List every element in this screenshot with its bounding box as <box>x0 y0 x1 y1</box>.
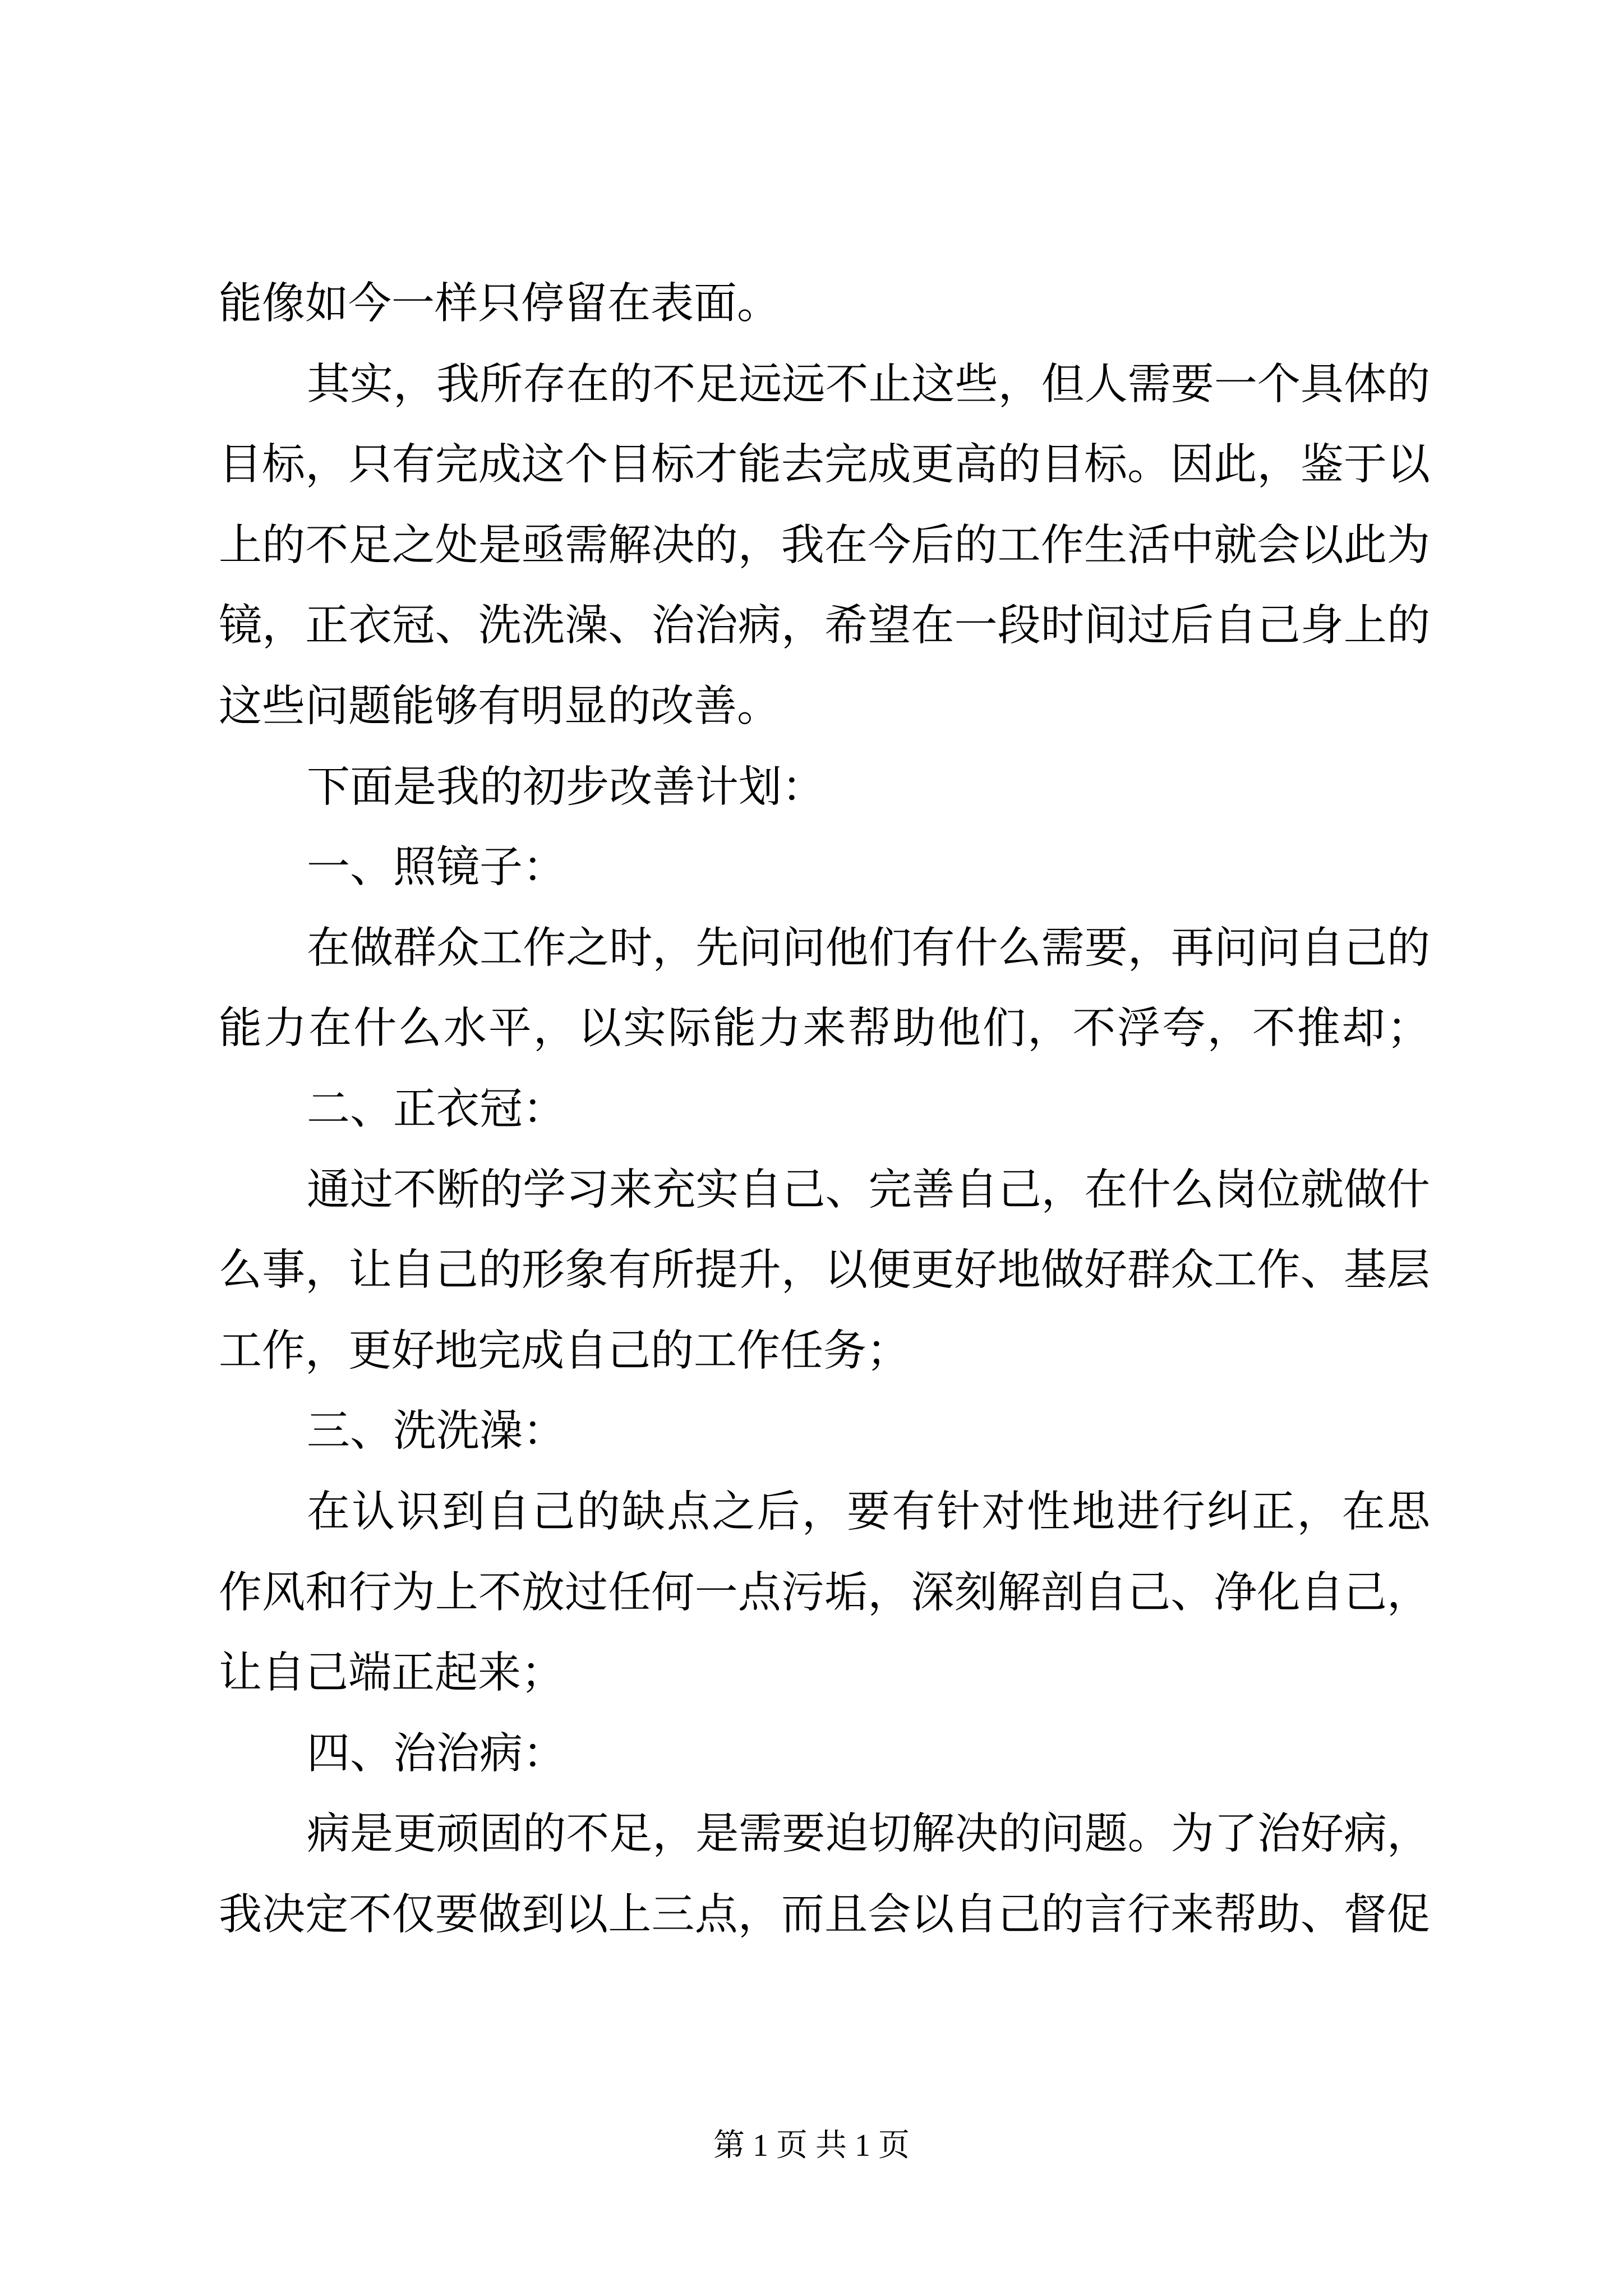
text-line: 在做群众工作之时，先问问他们有什么需要，再问问自己的 <box>307 923 1430 973</box>
section-heading: 四、治治病： <box>307 1728 566 1779</box>
text-line: 能像如今一样只停留在表面。 <box>219 279 780 329</box>
text-line: 作风和行为上不放过任何一点污垢，深刻解剖自己、净化自己， <box>219 1567 1430 1618</box>
page-footer <box>0 2126 1623 2165</box>
text-line: 下面是我的初步改善计划： <box>307 762 825 812</box>
section-heading: 二、正衣冠： <box>307 1084 566 1134</box>
text-line: 在认识到自己的缺点之后，要有针对性地进行纠正，在思 <box>307 1487 1430 1537</box>
text-line: 工作，更好地完成自己的工作任务； <box>219 1326 910 1376</box>
text-line: 上的不足之处是亟需解决的，我在今后的工作生活中就会以此为 <box>219 520 1430 570</box>
text-line: 么事，让自己的形象有所提升，以便更好地做好群众工作、基层 <box>219 1245 1430 1296</box>
text-line: 我决定不仅要做到以上三点，而且会以自己的言行来帮助、督促 <box>219 1889 1430 1940</box>
text-line: 其实，我所存在的不足远远不止这些，但人需要一个具体的 <box>307 359 1430 409</box>
section-heading: 三、洗洗澡： <box>307 1406 566 1457</box>
text-line: 能力在什么水平，以实际能力来帮助他们，不浮夸，不推却； <box>219 1004 1430 1054</box>
document-body <box>219 264 1430 1955</box>
text-line: 镜，正衣冠、洗洗澡、治治病，希望在一段时间过后自己身上的 <box>219 601 1430 651</box>
section-heading: 一、照镜子： <box>307 843 566 893</box>
text-line: 通过不断的学习来充实自己、完善自己，在什么岗位就做什 <box>307 1165 1430 1215</box>
page-number-label: 第 1 页 共 1 页 <box>713 2128 910 2163</box>
text-line: 目标，只有完成这个目标才能去完成更高的目标。因此，鉴于以 <box>219 440 1430 490</box>
text-line: 让自己端正起来； <box>219 1648 564 1699</box>
text-line: 病是更顽固的不足，是需要迫切解决的问题。为了治好病， <box>307 1809 1430 1860</box>
text-line: 这些问题能够有明显的改善。 <box>219 681 780 731</box>
